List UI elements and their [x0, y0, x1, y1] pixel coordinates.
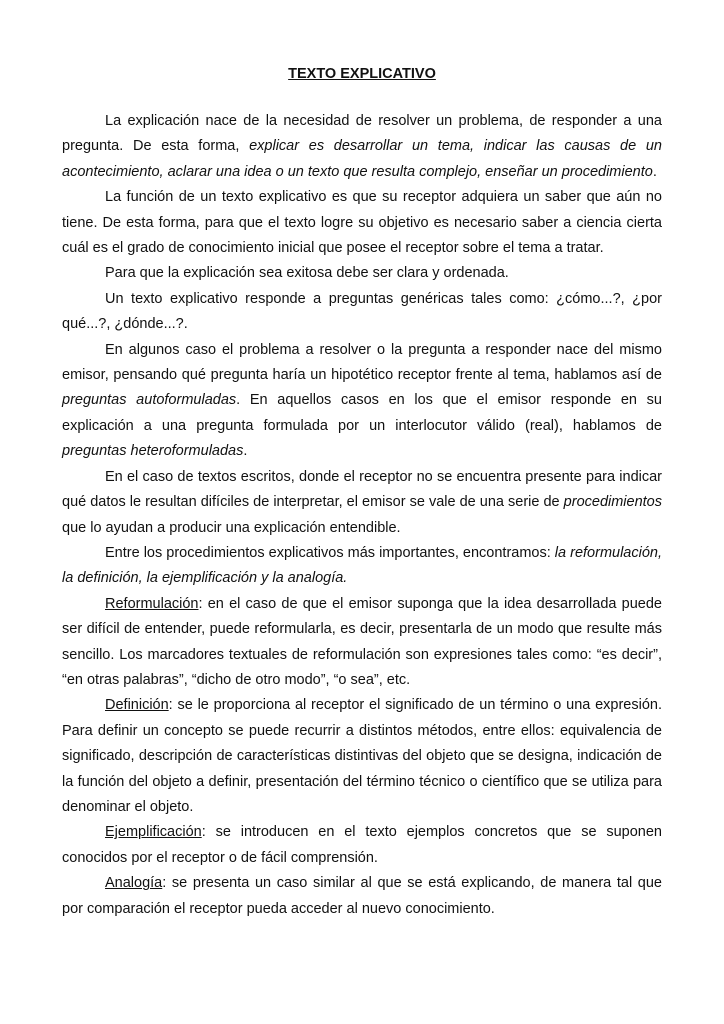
paragraph-explicacion — [62, 109, 662, 185]
italic-term: preguntas heteroformuladas — [62, 443, 244, 460]
paragraph-text: . — [243, 443, 248, 460]
italic-list: la reformulación, la definición, la ejemplificación y la analogía. — [62, 544, 662, 587]
paragraph-text: . En aquellos casos en los que el emisor responde en su explicación a una pregunta formulada por un interlocutor válido (real), hablamos de — [62, 392, 662, 434]
paragraph-procedimientos — [62, 541, 662, 592]
paragraph-preguntas-genericas: Un texto explicativo responde a preguntas genéricas tales como: ¿cómo...?, ¿por qué...?, ¿dónde...?. — [62, 290, 662, 333]
term-analogia: Analogía — [105, 875, 163, 892]
paragraph-text: La explicación nace de la necesidad de resolver un problema, de responder a una pregunta. De esta forma, — [62, 113, 662, 155]
paragraph-funcion: La función de un texto explicativo es que su receptor adquiera un saber que aún no tiene. De esta forma, para que el texto logre su objetivo es necesario saber a ciencia cierta cuál es el grado de conocimiento inicial que posee el receptor sobre el tema a tratar. — [62, 189, 662, 257]
italic-term: preguntas autoformuladas — [62, 392, 237, 409]
term-definicion: Definición — [105, 697, 169, 714]
paragraph-text: que lo ayudan a producir una explicación entendible. — [62, 519, 401, 536]
paragraph-textos-escritos — [62, 465, 662, 541]
italic-definition: explicar es desarrollar un tema, indicar las causas de un acontecimiento, aclarar una idea o un texto que resulta complejo, enseñar un procedimiento — [62, 138, 662, 180]
paragraph-preguntas — [62, 338, 662, 465]
paragraph-text: : se introducen en el texto ejemplos concretos que se suponen conocidos por el receptor o de fácil comprensión. — [62, 824, 662, 866]
paragraph-analogia — [62, 871, 662, 922]
paragraph-text: Entre los procedimientos explicativos más importantes, encontramos: — [105, 544, 555, 561]
paragraph-text: En algunos caso el problema a resolver o la pregunta a responder nace del mismo emisor, pensando qué pregunta haría un hipotético receptor frente al tema, hablamos así de — [62, 341, 662, 384]
term-reformulacion: Reformulación — [105, 595, 199, 612]
paragraph-reformulacion — [62, 592, 662, 694]
italic-term: procedimientos — [563, 494, 662, 511]
paragraph-text: : se le proporciona al receptor el significado de un término o una expresión. Para definir un concepto se puede recurrir a distintos métodos, entre ellos: equivalencia de significado, descripción de características distintivas del objeto que se designa, indicación de la función del objeto a definir, presentación del término técnico o científico que se utiliza para denominar el objeto. — [62, 697, 662, 815]
paragraph-ejemplificacion — [62, 820, 662, 871]
paragraph-text: : se presenta un caso similar al que se está explicando, de manera tal que por comparación el receptor pueda acceder al nuevo conocimiento. — [62, 875, 662, 917]
term-ejemplificacion: Ejemplificación — [105, 824, 202, 841]
document-page — [62, 62, 662, 922]
paragraph-exitosa: Para que la explicación sea exitosa debe ser clara y ordenada. — [105, 265, 509, 282]
paragraph-text: : en el caso de que el emisor suponga que la idea desarrollada puede ser difícil de entender, puede reformularla, es decir, presentarla de un modo que resulte más sencillo. Los marcadores textuales de reformulación son expresiones tales como: “es decir”, “en otras palabras”, “dicho de otro modo”, “o sea”, etc. — [62, 595, 662, 688]
paragraph-definicion — [62, 693, 662, 820]
paragraph-text: . — [652, 163, 657, 180]
document-title: TEXTO EXPLICATIVO — [288, 66, 436, 82]
paragraph-text: En el caso de textos escritos, donde el receptor no se encuentra presente para indicar qué datos le resultan difíciles de interpretar, el emisor se vale de una serie de — [62, 468, 662, 511]
